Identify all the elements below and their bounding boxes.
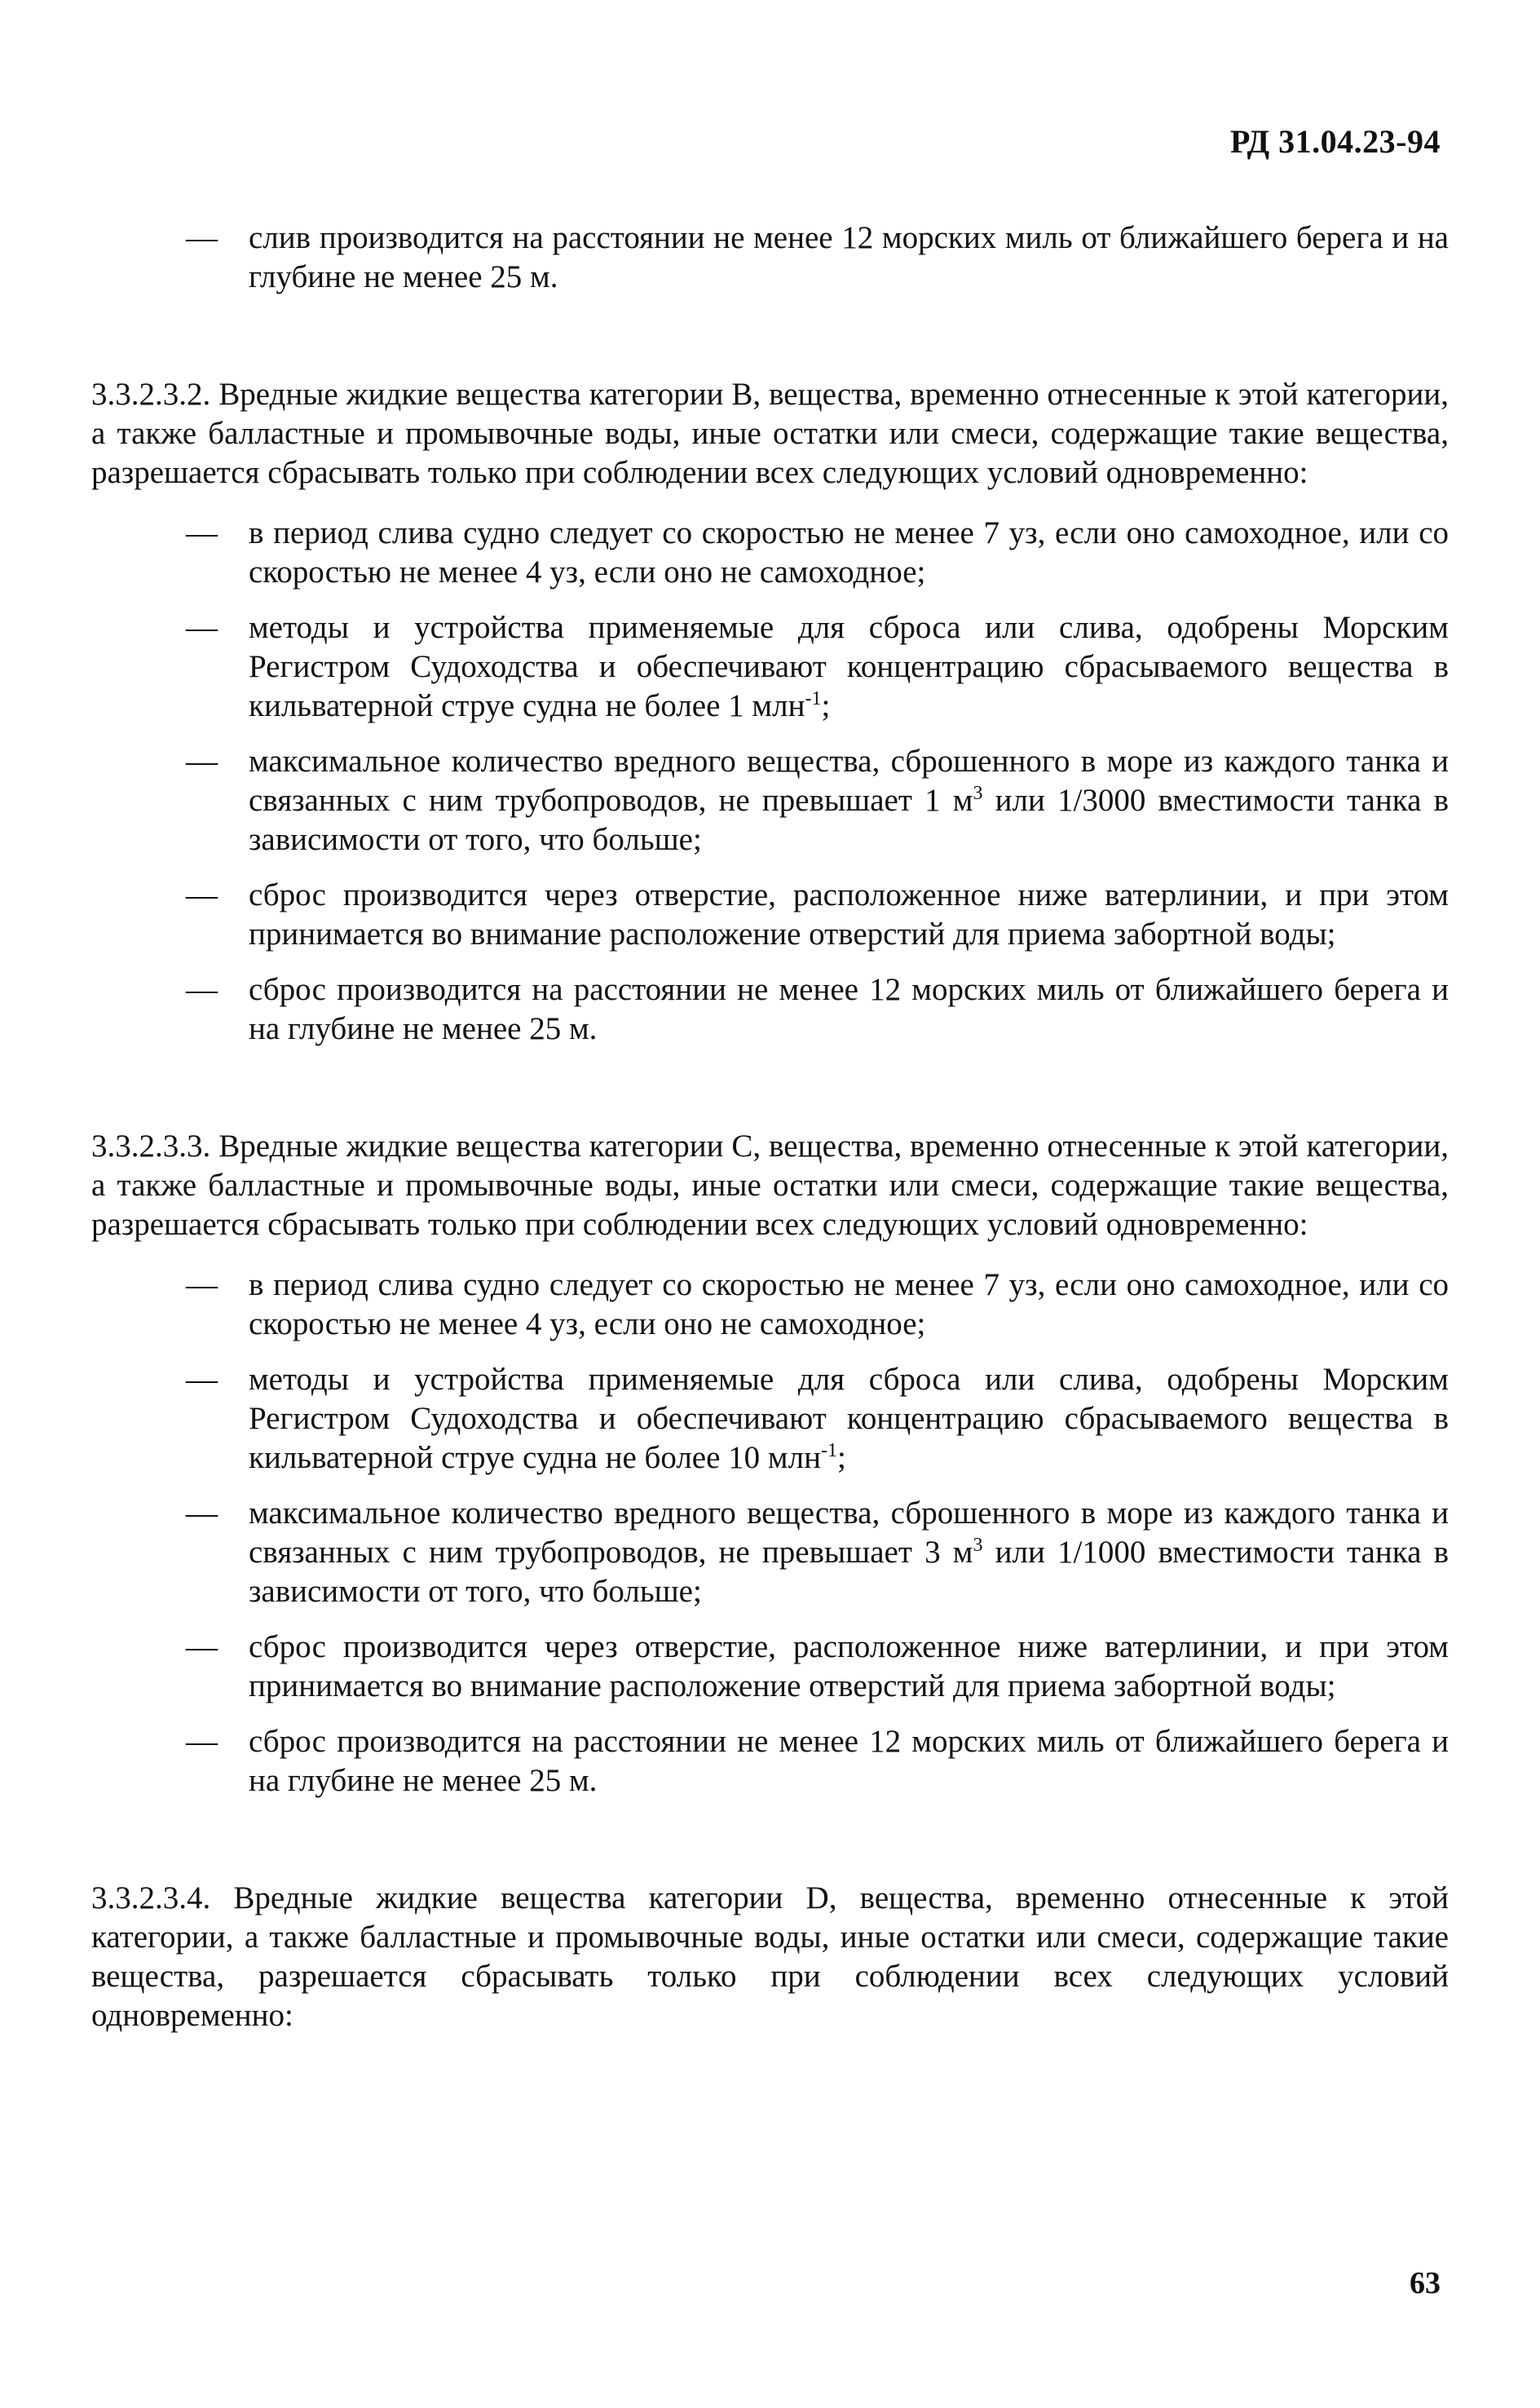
- superscript: -1: [820, 1440, 837, 1461]
- clause-block: [91, 1127, 1449, 1800]
- list-item: [91, 1722, 1449, 1800]
- list-item-text: в период слива судно следует со скоростью не менее 7 уз, если оно самоходное, или со скоростью не менее 4 уз, если оно не самоходное;: [249, 515, 1449, 590]
- clause-block: [91, 375, 1449, 1049]
- superscript: 3: [973, 1535, 983, 1556]
- dash-marker: —: [186, 1362, 218, 1397]
- dash-marker: —: [186, 1724, 218, 1759]
- list-item-tail: ;: [836, 1440, 846, 1475]
- sections-container: [91, 375, 1449, 2035]
- superscript: -1: [805, 688, 822, 709]
- list-item-text: в период слива судно следует со скоростью не менее 7 уз, если оно самоходное, или со скоростью не менее 4 уз, если оно не самоходное;: [249, 1267, 1449, 1341]
- list-item-text: сброс производится на расстоянии не менее 12 морских миль от ближайшего берега и на глубине не менее 25 м.: [249, 1724, 1449, 1798]
- dash-marker: —: [186, 1267, 218, 1302]
- dash-marker: —: [186, 515, 218, 550]
- list-item-text: максимальное количество вредного вещества, сброшенного в море из каждого танка и связанных с ним трубопроводов, не превышает 1 м: [249, 744, 1449, 818]
- dash-marker: —: [186, 1496, 218, 1531]
- list-item-text: методы и устройства применяемые для сброса или слива, одобрены Морским Регистром Судоходства и обеспечивают концентрацию сбрасываемого вещества в кильватерной струе судна не более 10 млн: [249, 1362, 1449, 1475]
- list-item: [91, 1266, 1449, 1344]
- list-item: [91, 1628, 1449, 1706]
- list-item-text: сброс производится через отверстие, расположенное ниже ватерлинии, и при этом принимается во внимание расположение отверстий для приема забортной воды;: [249, 1629, 1449, 1703]
- document-code: РД 31.04.23-94: [1230, 123, 1441, 160]
- list-item-tail: или 1/1000 вместимости танка в зависимости от того, что больше;: [249, 1535, 1449, 1609]
- clause-text: Вредные жидкие вещества категории В, вещества, временно отнесенные к этой категории, а также балластные и промывочные воды, иные остатки или смеси, содержащие такие вещества, разрешается сбрасывать только при соблюдении всех следующих условий одновременно:: [91, 377, 1449, 490]
- list-item-tail: ;: [821, 688, 831, 723]
- top-list: [91, 219, 1449, 297]
- list-item-text: слив производится на расстоянии не менее 12 морских миль от ближайшего берега и на глубине не менее 25 м.: [249, 220, 1449, 294]
- clause-number: 3.3.2.3.2.: [91, 377, 211, 412]
- list-item: [91, 514, 1449, 592]
- list-item: [91, 608, 1449, 726]
- dash-marker: —: [186, 877, 218, 912]
- dash-marker: —: [186, 1629, 218, 1664]
- dash-marker: —: [186, 610, 218, 645]
- list-item: [91, 970, 1449, 1049]
- dash-marker: —: [186, 220, 218, 255]
- list-item: [91, 1494, 1449, 1611]
- clause-number: 3.3.2.3.3.: [91, 1129, 211, 1164]
- list-item-tail: или 1/3000 вместимости танка в зависимости от того, что больше;: [249, 783, 1449, 857]
- list-item-text: сброс производится через отверстие, расположенное ниже ватерлинии, и при этом принимается во внимание расположение отверстий для приема забортной воды;: [249, 877, 1449, 952]
- clause-text: Вредные жидкие вещества категории D, вещества, временно отнесенные к этой категории, а также балластные и промывочные воды, иные остатки или смеси, содержащие такие вещества, разрешается сбрасывать только при соблюдении всех следующих условий одновременно:: [91, 1880, 1450, 2033]
- list-item: [91, 742, 1449, 859]
- conditions-list: [91, 1266, 1449, 1800]
- clause-block: [91, 1879, 1449, 2035]
- list-item: [91, 876, 1449, 954]
- clause-paragraph: [91, 375, 1449, 493]
- list-item-text: сброс производится на расстоянии не менее 12 морских миль от ближайшего берега и на глубине не менее 25 м.: [249, 972, 1449, 1046]
- clause-paragraph: [91, 1879, 1449, 2035]
- superscript: 3: [973, 783, 983, 804]
- clause-number: 3.3.2.3.4.: [91, 1880, 211, 1915]
- list-item: [91, 1360, 1449, 1478]
- page-number: 63: [1410, 2266, 1441, 2300]
- clause-text: Вредные жидкие вещества категории С, вещества, временно отнесенные к этой категории, а также балластные и промывочные воды, иные остатки или смеси, содержащие такие вещества, разрешается сбрасывать только при соблюдении всех следующих условий одновременно:: [91, 1129, 1449, 1242]
- dash-marker: —: [186, 972, 218, 1007]
- list-item-text: методы и устройства применяемые для сброса или слива, одобрены Морским Регистром Судоходства и обеспечивают концентрацию сбрасываемого вещества в кильватерной струе судна не более 1 млн: [249, 610, 1449, 723]
- page-content: [91, 219, 1449, 2114]
- clause-paragraph: [91, 1127, 1449, 1244]
- list-item: [91, 219, 1449, 297]
- dash-marker: —: [186, 744, 218, 779]
- conditions-list: [91, 514, 1449, 1049]
- list-item-text: максимальное количество вредного вещества, сброшенного в море из каждого танка и связанных с ним трубопроводов, не превышает 3 м: [249, 1496, 1449, 1570]
